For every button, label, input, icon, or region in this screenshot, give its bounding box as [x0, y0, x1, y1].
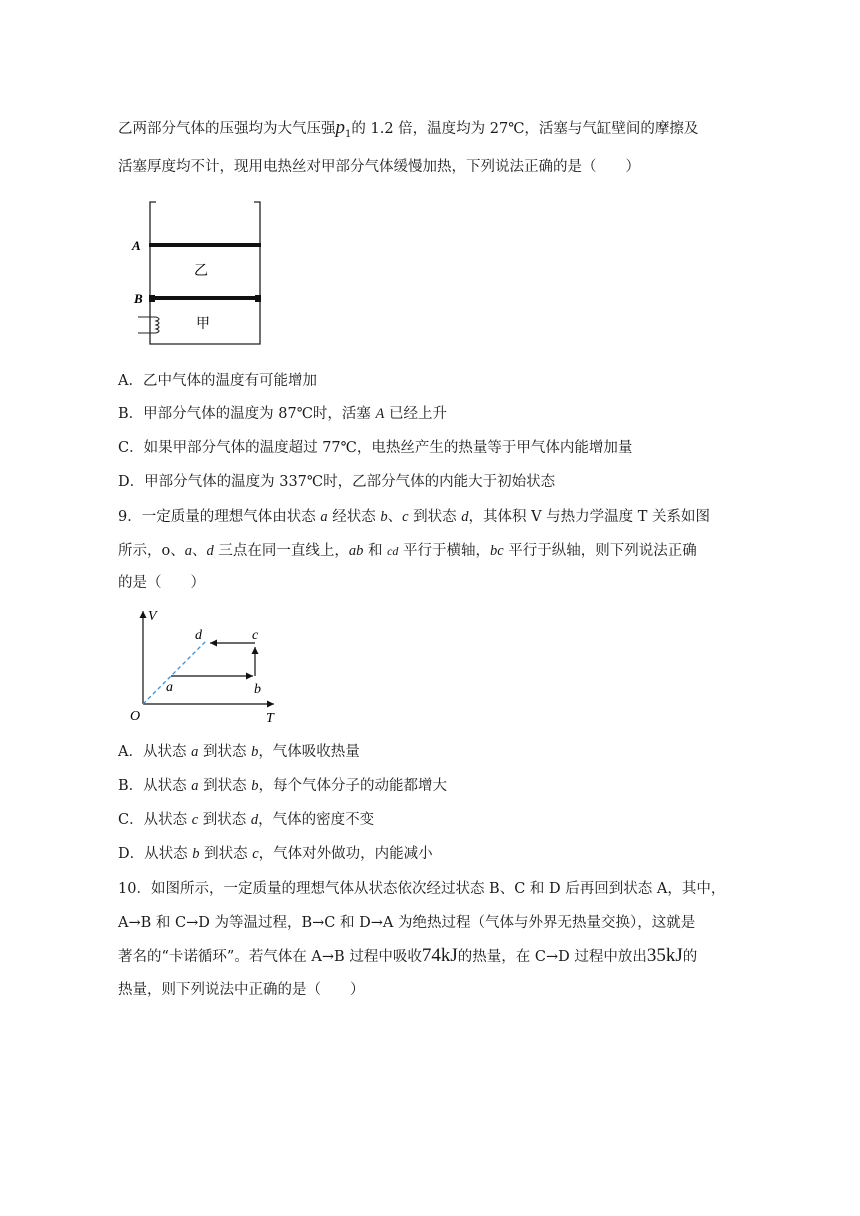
point-d-label: d: [195, 628, 202, 643]
q9-optB-text-2: 到状态: [198, 778, 252, 794]
q8-line-1-text-b: 的 1.2 倍，温度均为 27℃，活塞与气缸壁间的摩擦及: [351, 121, 699, 137]
label-b: B: [134, 291, 143, 306]
q9-var-d: d: [461, 509, 469, 525]
q9-l2-var-ab: ab: [348, 543, 364, 559]
t-axis-label: T: [266, 711, 274, 725]
q9-l2-text-2: 、: [191, 543, 207, 559]
q10-line-3: [118, 946, 697, 967]
q9-optA-text-2: 到状态: [198, 744, 252, 760]
q9-text-2: 经状态: [327, 509, 381, 525]
piston-b: [149, 296, 261, 300]
v-axis-label: V: [148, 609, 157, 624]
stop-left: [149, 295, 155, 302]
q9-text-4: 到状态: [408, 509, 462, 525]
q9-option-b: [118, 776, 447, 796]
heat-released: 35kJ: [646, 945, 683, 966]
q9-l2-var-a: a: [184, 543, 192, 559]
label-a: A: [132, 238, 141, 253]
stop-right: [255, 295, 261, 302]
q8-line-1-text-a: 乙两部分气体的压强均为大气压强: [118, 121, 336, 137]
q9-optD-text-3: ，气体对外做功，内能减小: [258, 846, 433, 862]
q9-optB-text-3: ，每个气体分子的动能都增大: [258, 778, 447, 794]
q9-l2-var-bc: bc: [490, 543, 504, 559]
point-b-label: b: [254, 682, 261, 697]
heat-absorbed: 74kJ: [421, 945, 458, 966]
q8-line-1: [118, 118, 698, 145]
chamber-upper-label: 乙: [194, 264, 208, 279]
q9-l2-var-d: d: [206, 543, 214, 559]
heating-wire-icon: [138, 317, 159, 333]
q9-var-b: b: [380, 509, 388, 525]
q9-text-3: 、: [387, 509, 403, 525]
q9-option-d: [118, 844, 433, 864]
q9-line-1: [118, 507, 710, 527]
q9-optA-text-1: A．从状态: [118, 744, 192, 760]
q10-l3-text-2: 的热量，在 C→D 过程中放出: [457, 949, 647, 965]
q8-option-b: [118, 404, 447, 424]
q9-var-c: c: [402, 509, 409, 525]
q9-optB-var-b: b: [251, 778, 259, 794]
q9-line-2: [118, 541, 697, 561]
oad-dashed-line: [143, 641, 206, 704]
q9-optC-var-c: c: [191, 812, 199, 828]
pressure-subscript: 1: [345, 128, 352, 140]
chamber-lower-label: 甲: [196, 317, 210, 332]
q8-option-b-pre: B．甲部分气体的温度为 87℃时，活塞: [118, 406, 376, 422]
q9-optD-var-c: c: [252, 846, 259, 862]
q8-option-a: A．乙中气体的温度有可能增加: [118, 373, 317, 389]
q9-l2-text-3: 三点在同一直线上，: [213, 543, 349, 559]
q10-line-1: 10．如图所示，一定质量的理想气体从状态依次经过状态 B、C 和 D 后再回到状态 A，其中，: [118, 881, 726, 897]
q9-l2-text-1: 所示，o、: [118, 543, 185, 559]
q10-line-4: 热量，则下列说法中正确的是（ ）: [118, 982, 365, 998]
q9-l2-text-4: 和: [363, 543, 388, 559]
q8-option-c: C．如果甲部分气体的温度超过 77℃，电热丝产生的热量等于甲气体内能增加量: [118, 440, 633, 456]
point-c-label: c: [252, 628, 259, 643]
q9-option-a: [118, 742, 360, 762]
q9-optC-var-d: d: [250, 812, 259, 828]
q9-l2-text-5: 平行于横轴，: [398, 543, 490, 559]
q10-l3-text-3: 的: [682, 949, 698, 965]
q8-option-b-post: 已经上升: [384, 406, 448, 422]
q9-optD-var-b: b: [192, 846, 200, 862]
q8-line-2: 活塞厚度均不计，现用电热丝对甲部分气体缓慢加热，下列说法正确的是（ ）: [118, 159, 640, 175]
q9-optC-text-2: 到状态: [198, 812, 251, 828]
q9-optD-text-1: D．从状态: [118, 846, 193, 862]
pressure-symbol: p: [335, 117, 345, 138]
q9-optA-var-a: a: [191, 744, 199, 760]
q9-optB-var-a: a: [191, 778, 199, 794]
q10-l3-text-1: 著名的“卡诺循环”。若气体在 A→B 过程中吸收: [118, 949, 422, 965]
origin-label: O: [130, 709, 141, 724]
q8-option-d: D．甲部分气体的温度为 337℃时，乙部分气体的内能大于初始状态: [118, 474, 556, 490]
q9-optC-text-3: ，气体的密度不变: [258, 812, 375, 828]
cylinder-left-lip: [150, 202, 156, 208]
q8-option-b-var: A: [375, 406, 385, 422]
q9-line-3: 的是（ ）: [118, 575, 205, 591]
q9-l2-var-cd: cd: [387, 544, 399, 558]
cylinder-right-lip: [254, 202, 260, 208]
q9-optA-text-3: ，气体吸收热量: [258, 744, 360, 760]
q9-optA-var-b: b: [251, 744, 259, 760]
q9-text-1: 9．一定质量的理想气体由状态: [118, 509, 321, 525]
cylinder-figure: [128, 196, 273, 356]
vt-graph: [126, 605, 286, 725]
q9-optC-text-1: C．从状态: [118, 812, 192, 828]
q10-line-2: A→B 和 C→D 为等温过程，B→C 和 D→A 为绝热过程（气体与外界无热量交换），这就是: [118, 915, 696, 931]
q9-var-a: a: [320, 509, 328, 525]
q9-option-c: [118, 810, 374, 830]
q9-optB-text-1: B．从状态: [118, 778, 192, 794]
q9-text-5: ，其体积 V 与热力学温度 T 关系如图: [468, 509, 711, 525]
q9-l2-text-6: 平行于纵轴，则下列说法正确: [503, 543, 697, 559]
piston-a: [149, 243, 261, 247]
q9-optD-text-2: 到状态: [199, 846, 253, 862]
point-a-label: a: [166, 680, 173, 695]
